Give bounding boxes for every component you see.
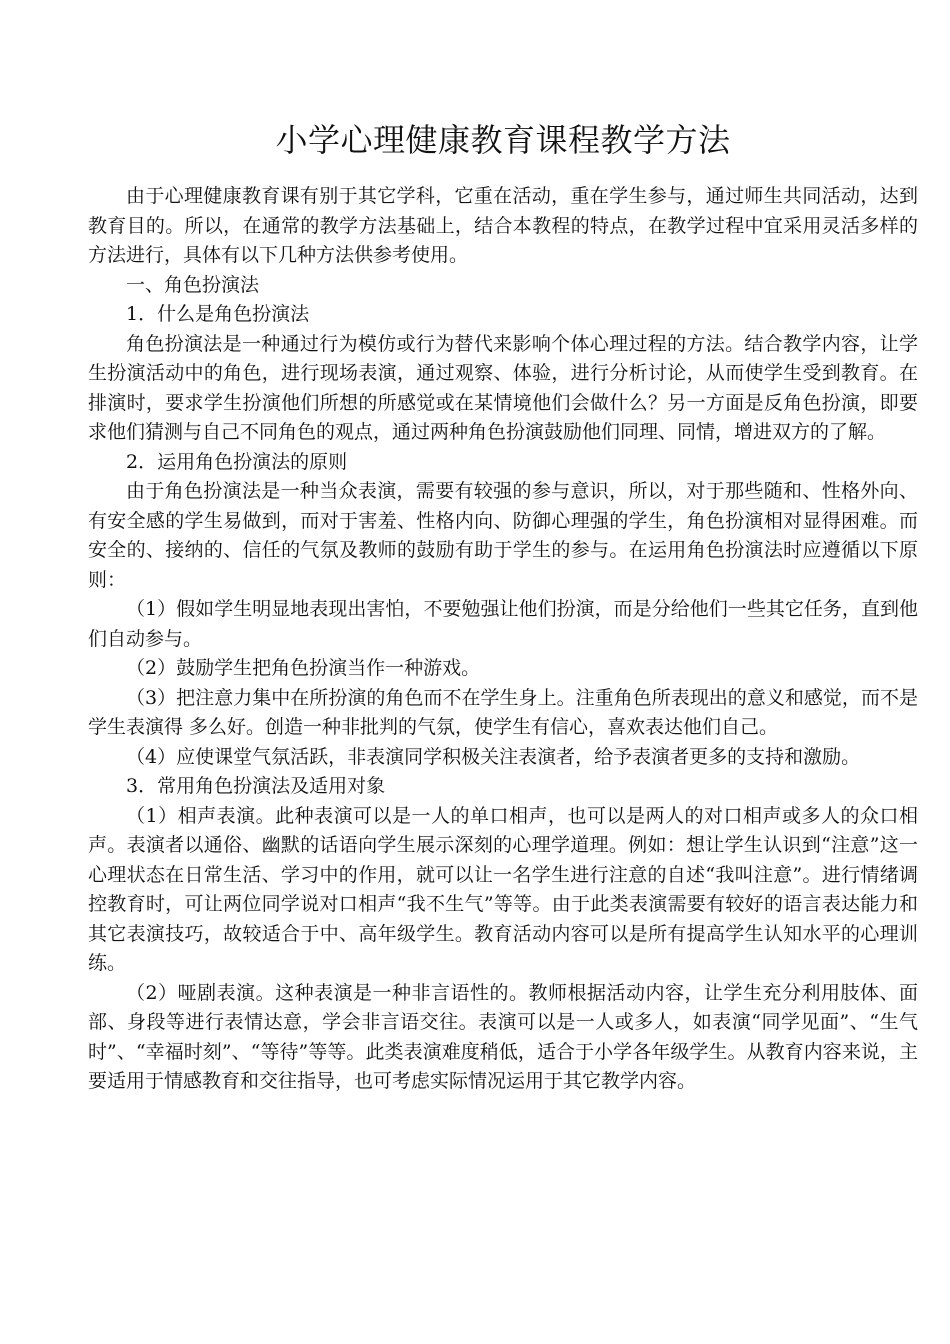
paragraph-role-play-definition: 角色扮演法是一种通过行为模仿或行为替代来影响个体心理过程的方法。结合教学内容，让学生扮演活动中的角色，进行现场表演，通过观察、体验，进行分析讨论，从而使学生受到教育。在排演时，要求学生扮演他们所想的所感觉或在某情境他们会做什么？另一方面是反角色扮演，即要求他们猜测与自己不同角色的观点，通过两种角色扮演鼓励他们同理、同情，增进双方的了解。: [88, 332, 918, 443]
document-title: 小学心理健康教育课程教学方法: [275, 121, 731, 159]
subheading-common-methods: 3．常用角色扮演法及适用对象: [126, 775, 386, 797]
subheading-principles: 2．运用角色扮演法的原则: [126, 450, 348, 473]
principle-item-3: （3）把注意力集中在所扮演的角色而不在学生身上。注重角色所表现出的意义和感觉，而不是学生表演得 多么好。创造一种非批判的气氛，使学生有信心，喜欢表达他们自己。: [88, 686, 918, 738]
paragraph-principles-intro: 由于角色扮演法是一种当众表演，需要有较强的参与意识，所以，对于那些随和、性格外向、有安全感的学生易做到，而对于害羞、性格内向、防御心理强的学生，角色扮演相对显得困难。而安全的、接纳的、信任的气氛及教师的鼓励有助于学生的参与。在运用角色扮演法时应遵循以下原则：: [88, 480, 918, 591]
principle-item-1: （1）假如学生明显地表现出害怕，不要勉强让他们扮演，而是分给他们一些其它任务，直到他们自动参与。: [88, 598, 918, 650]
method-item-crosstalk: （1）相声表演。此种表演可以是一人的单口相声，也可以是两人的对口相声或多人的众口相声。表演者以通俗、幽默的话语向学生展示深刻的心理学道理。例如：想让学生认识到“注意”这一心理状态在日常生活、学习中的作用，就可以让一名学生进行注意的自述“我叫注意”。进行情绪调控教育时，可让两位同学说对口相声“我不生气”等等。由于此类表演需要有较好的语言表达能力和其它表演技巧，故较适合于中、高年级学生。教育活动内容可以是所有提高学生认知水平的心理训练。: [88, 804, 918, 974]
subheading-what-is-role-play: 1．什么是角色扮演法: [126, 303, 310, 325]
section-heading-role-play: 一、角色扮演法: [126, 273, 260, 296]
intro-paragraph: 由于心理健康教育课有别于其它学科，它重在活动，重在学生参与，通过师生共同活动，达到教育目的。所以，在通常的教学方法基础上，结合本教程的特点，在教学过程中宜采用灵活多样的方法进行，具体有以下几种方法供参考使用。: [88, 185, 918, 266]
document-body: [88, 182, 918, 1097]
method-item-mime: （2）哑剧表演。这种表演是一种非言语性的。教师根据活动内容，让学生充分利用肢体、面部、身段等进行表情达意，学会非言语交往。表演可以是一人或多人，如表演“同学见面”、“生气时”、“幸福时刻”、“等待”等等。此类表演难度稍低，适合于小学各年级学生。从教育内容来说，主要适用于情感教育和交往指导，也可考虑实际情况运用于其它教学内容。: [88, 981, 918, 1092]
principle-item-4: （4）应使课堂气氛活跃，非表演同学积极关注表演者，给予表演者更多的支持和激励。: [126, 745, 861, 768]
principle-item-2: （2）鼓励学生把角色扮演当作一种游戏。: [126, 657, 481, 679]
